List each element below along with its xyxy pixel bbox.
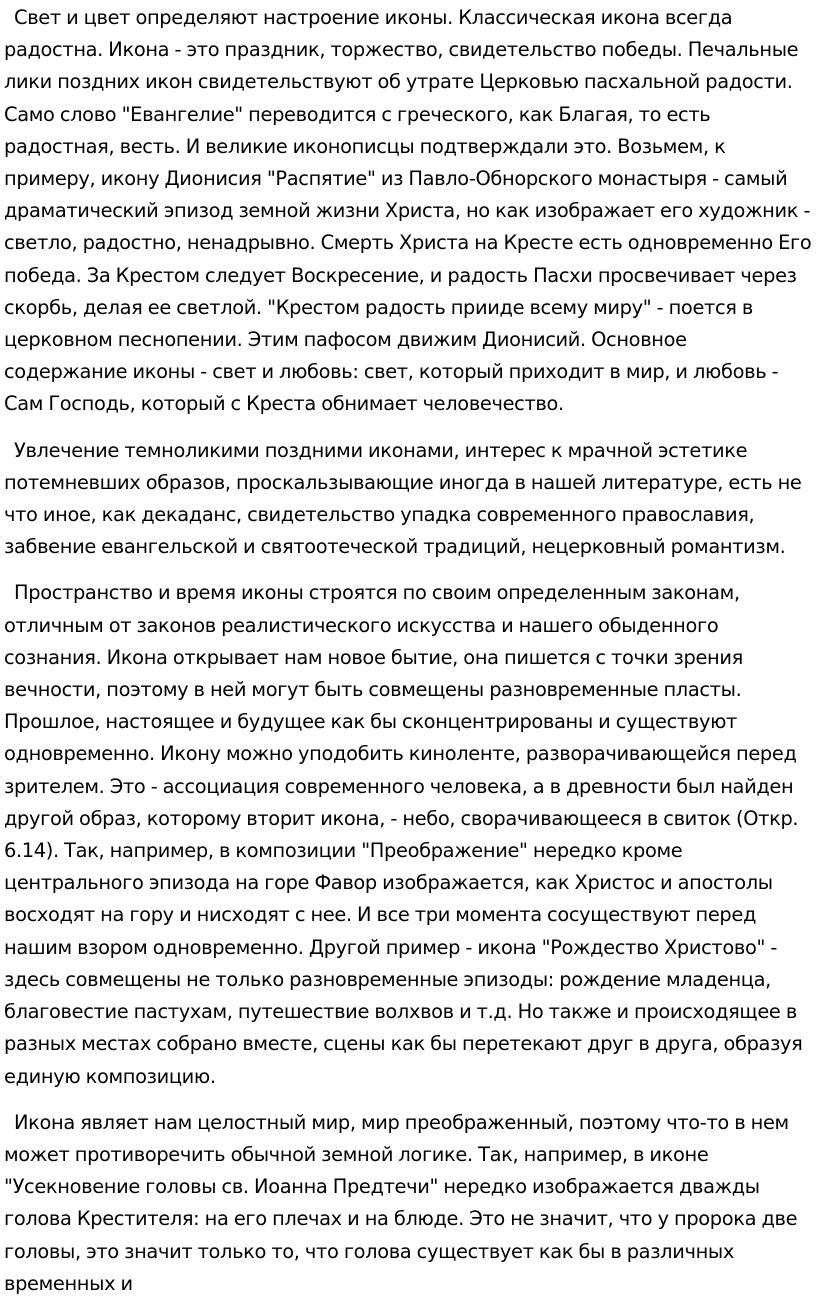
- document-page: [0, 2, 816, 1314]
- paragraph-transfigured-world: Икона являет нам целостный мир, мир преображенный, поэтому что-то в нем может противоречить обычной земной логике. Так, например, в иконе "Усекновение головы св. Иоанна Предтечи" нередко изображается дважды голова Крестителя: на его плечах и на блюде. Это не значит, что у пророка две головы, это значит только то, что голова существует как бы в различных временных и: [4, 1110, 798, 1295]
- paragraph-dark-icons-decadence: Увлечение темноликими поздними иконами, интерес к мрачной эстетике потемневших образов, проскальзывающие иногда в нашей литературе, есть не что иное, как декаданс, свидетельство упадка современного православия, забвение евангельской и святоотеческой традиций, нецерковный романтизм.: [4, 438, 802, 559]
- paragraph-icon-light-and-color: Свет и цвет определяют настроение иконы. Классическая икона всегда радостна. Икона - это праздник, торжество, свидетельство победы. Печальные лики поздних икон свидетельствуют об утрате Церковью пасхальной радости. Само слово "Евангелие" переводится с греческого, как Благая, то есть радостная, весть. И великие иконописцы подтверждали это. Возьмем, к примеру, икону Дионисия "Распятие" из Павло-Обнорского монастыря - самый драматический эпизод земной жизни Христа, но как изображает его художник - светло, радостно, ненадрывно. Смерть Христа на Кресте есть одновременно Его победа. За Крестом следует Воскресение, и радость Пасхи просвечивает через скорбь, делая ее светлой. "Крестом радость прииде всему миру" - поется в церковном песнопении. Этим пафосом движим Дионисий. Основное содержание иконы - свет и любовь: свет, который приходит в мир, и любовь - Сам Господь, который с Креста обнимает человечество.: [4, 6, 812, 416]
- paragraph-space-and-time: Пространство и время иконы строятся по своим определенным законам, отличным от законов реалистического искусства и нашего обыденного сознания. Икона открывает нам новое бытие, она пишется с точки зрения вечности, поэтому в ней могут быть совмещены разновременные пласты. Прошлое, настоящее и будущее как бы сконцентрированы и существуют одновременно. Икону можно уподобить киноленте, разворачивающейся перед зрителем. Это - ассоциация современного человека, а в древности был найден другой образ, которому вторит икона, - небо, сворачивающееся в свиток (Откр. 6.14). Так, например, в композиции "Преображение" нередко кроме центрального эпизода на горе Фавор изображается, как Христос и апостолы восходят на гору и нисходят с нее. И все три момента сосуществуют перед нашим взором одновременно. Другой пример - икона "Рождество Христово" - здесь совмещены не только разновременные эпизоды: рождение младенца, благовестие пастухам, путешествие волхвов и т.д. Но также и происходящее в разных местах собрано вместе, сцены как бы перетекают друг в друга, образуя единую композицию.: [4, 581, 803, 1088]
